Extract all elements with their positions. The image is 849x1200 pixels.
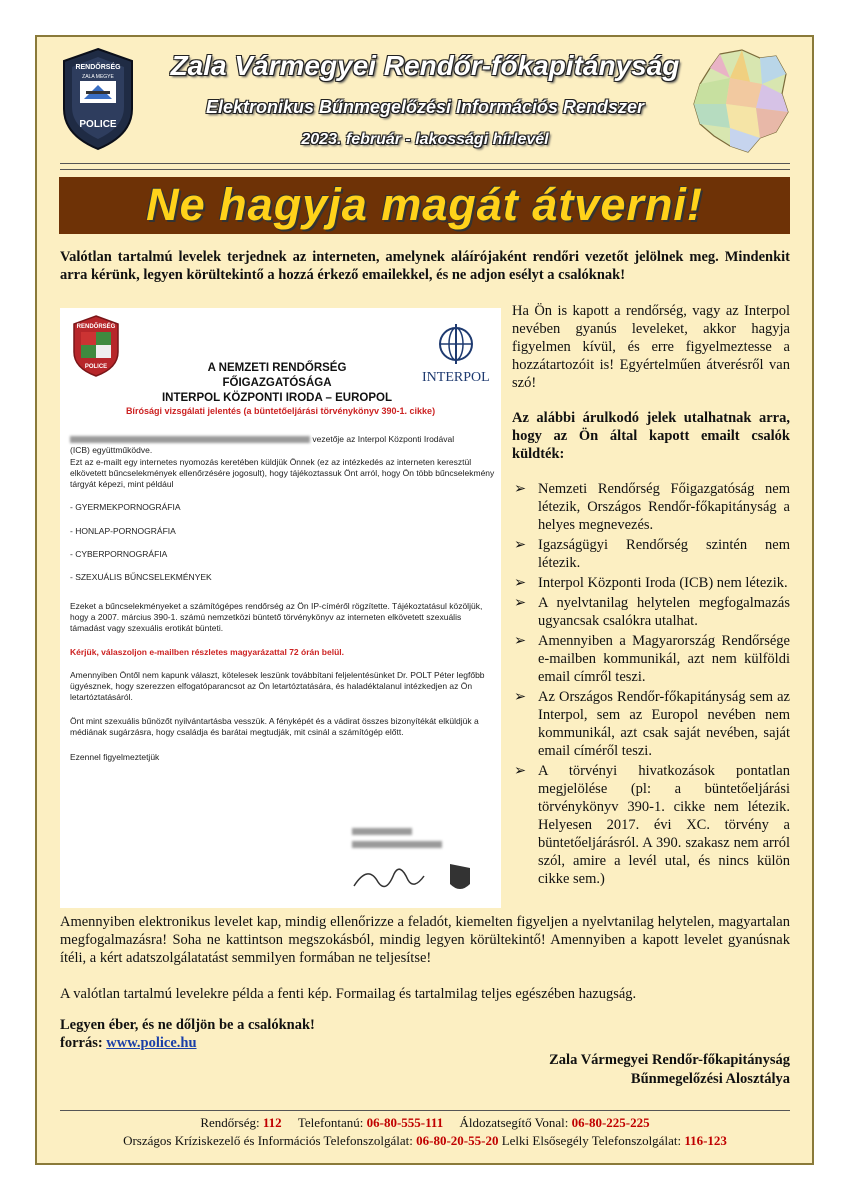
list-item: ➢ Amennyiben a Magyarország Rendőrsége e-mailben kommunikál, azt nem külföldi email címről teszi. <box>514 633 790 685</box>
email-crime-2: - HONLAP-PORNOGRÁFIA <box>70 525 176 536</box>
list-item: ➢ A nyelvtanilag helytelen megfogalmazás ugyancsak csalókra utalhat. <box>514 595 790 629</box>
header-rule-1 <box>60 163 790 164</box>
email-crime-1: - GYERMEKPORNOGRÁFIA <box>70 502 181 513</box>
list-item: ➢ A törvényi hivatkozások pontatlan megjelölése (pl: a büntetőeljárási törvénykönyv 390-1. cikke nem létezik. Helyesen 2017. évi XC. törvény a büntetőeljárásról. A 390. szakasz nem arról szól, amire a levél utal, és nincs külön cikke sem.) <box>514 763 790 887</box>
interpol-wordmark: INTERPOL <box>422 370 490 385</box>
zala-county-map <box>690 48 790 156</box>
signature-line-1: Zala Vármegyei Rendőr-főkapitányság <box>549 1052 790 1068</box>
email-org-line1: A NEMZETI RENDŐRSÉG FŐIGAZGATÓSÁGA <box>207 362 347 389</box>
email-crime-4: - SZEXUÁLIS BŰNCSELEKMÉNYEK <box>70 572 212 583</box>
list-item: ➢ Nemzeti Rendőrség Főigazgatóság nem létezik, Országos Rendőr-főkapitányság a helyes megnevezés. <box>514 481 790 533</box>
email-p1-line2: (ICB) együttműködve. <box>70 445 153 456</box>
email-org-line2: INTERPOL KÖZPONTI IRODA – EUROPOL <box>161 392 393 404</box>
police-website-link[interactable]: www.police.hu <box>106 1035 197 1051</box>
scam-email-image <box>60 308 501 908</box>
arrow-bullet-icon: ➢ <box>514 537 527 553</box>
arrow-bullet-icon: ➢ <box>514 763 527 779</box>
svg-text:RENDŐRSÉG: RENDŐRSÉG <box>76 324 116 330</box>
header-date-line: 2023. február - lakossági hírlevél <box>301 131 549 148</box>
email-report-line: Bírósági vizsgálati jelentés (a büntetőeljárási törvénykönyv 390-1. cikke) <box>125 406 436 416</box>
header-rule-2 <box>60 169 790 170</box>
signature-line-2: Bűnmegelőzési Alosztálya <box>630 1071 790 1087</box>
bottom-paragraph-3: Legyen éber, és ne dőljön be a csalóknak! <box>60 1017 315 1033</box>
signature-block <box>420 1051 790 1089</box>
arrow-bullet-icon: ➢ <box>514 575 527 591</box>
email-signature-scribble <box>350 856 480 896</box>
list-item: ➢ Interpol Központi Iroda (ICB) nem létezik. <box>514 575 788 591</box>
header-subtitle: Elektronikus Bűnmegelőzési Információs Rendszer <box>205 97 645 117</box>
phone-witness: 06-80-555-111 <box>366 1115 444 1130</box>
right-column <box>512 302 790 890</box>
svg-text:ZALA MEGYE: ZALA MEGYE <box>82 74 114 80</box>
header-title: Zala Vármegyei Rendőr-főkapitányság <box>170 50 680 81</box>
source-line <box>60 1034 790 1052</box>
svg-text:RENDŐRSÉG: RENDŐRSÉG <box>75 64 121 71</box>
intro-paragraph: Valótlan tartalmú levelek terjednek az interneten, amelynek aláírójaként rendőri vezetőt jelölnek meg. Mindenkit arra kérünk, legyen körültekintő a hozzá érkező emailekkel, és ne adjon esélyt a csalóknak! <box>60 249 790 283</box>
email-p1: vezetője az Interpol Központi Irodával <box>70 434 495 445</box>
right-p1: Ha Ön is kapott a rendőrség, vagy az Interpol nevében gyanús leveleket, akkor hagyja figyelmen kívül, és erre figyelmeztesse a hozzátartozóit is! Egyértelműen átverésről van szó! <box>512 303 790 391</box>
email-p4: Kérjük, válaszoljon e-mailben részletes magyarázattal 72 órán belül. <box>70 646 344 657</box>
phone-police: 112 <box>262 1115 282 1130</box>
email-p5: Amennyiben Öntől nem kapunk választ, kötelesek leszünk továbbítani feljelentésünket Dr. POLT Péter legfőbb ügyésznek, hogy szerezzen elfogatóparancsot az Ön letartóztatására, és haladéktalanul intézkedjen az Ön letartóztatásáról. <box>70 669 485 703</box>
arrow-bullet-icon: ➢ <box>514 481 527 497</box>
email-police-logo <box>70 314 122 378</box>
svg-text:POLICE: POLICE <box>84 364 108 370</box>
phone-crisis: 06-80-20-55-20 <box>416 1133 499 1148</box>
list-item: ➢ Igazságügyi Rendőrség szintén nem létezik. <box>514 537 790 571</box>
arrow-bullet-icon: ➢ <box>514 595 527 611</box>
interpol-globe-icon <box>436 322 476 366</box>
source-label: forrás: <box>60 1035 103 1051</box>
email-p3: Ezeket a bűncselekményeket a számítógépes rendőrség az Ön IP-címéről rögzítette. Tájékoztatásul közöljük, hogy a 2007. március 390-1. számú nemzetközi büntető törvénykönyv az interneten elkövetett szexuális támadást vagy szexuális erotikát bünteti. <box>70 600 483 634</box>
email-p6: Önt mint szexuális bűnözőt nyilvántartásba vesszük. A fényképét és a vádirat összes bizonyítékát elküldjük a médiának sugárzásra, hogy családja és barátai megtudják, mit csinál a számítógép előtt. <box>70 715 479 738</box>
headline-text: Ne hagyja magát átverni! <box>146 179 703 230</box>
right-p2: Az alábbi árulkodó jelek utalhatnak arra, hogy az Ön által kapott emailt csalók küldték: <box>512 410 790 462</box>
email-p2: Ezt az e-mailt egy internetes nyomozás keretében küldjük Önnek (ez az intézkedés az interneten keresztül elkövetett bűncselekmények ellenőrzésére jogosult), hogy tájékoztassuk Önt arról, hogy Ön több bűncselekmény tárgyát képezi, mint például <box>70 456 495 490</box>
list-item: ➢ Az Országos Rendőr-főkapitányság sem az Interpol, sem az Europol nevében nem kommunikál, azt csak saját nevében, saját email címéről teszi. <box>514 689 790 759</box>
arrow-bullet-icon: ➢ <box>514 689 527 705</box>
bottom-paragraph-2: A valótlan tartalmú levelekre példa a fenti kép. Formailag és tartalmilag teljes egészében hazugság. <box>60 986 637 1002</box>
footer-rule <box>60 1110 790 1111</box>
email-crime-3: - CYBERPORNOGRÁFIA <box>70 549 168 560</box>
phone-victim-support: 06-80-225-225 <box>571 1115 650 1130</box>
bottom-paragraph-1: Amennyiben elektronikus levelet kap, mindig ellenőrizze a feladót, kiemelten figyeljen a nyelvtanilag helytelen, magyartalan megfogalmazásra! Soha ne kattintson megszokásból, mindig legyen körültekintő! Amennyiben a kapott levelet gyanúsnak ítéli, a kért adatszolgálatatást semmilyen formában ne teljesítse! <box>60 914 790 966</box>
redacted-sender <box>70 436 310 443</box>
email-closing: Ezennel figyelmeztetjük <box>70 752 160 763</box>
headline-banner <box>59 177 790 234</box>
svg-text:POLICE: POLICE <box>79 119 117 130</box>
warning-signs-list <box>512 480 790 888</box>
email-signature-block <box>352 828 442 848</box>
footer-line-1: Rendőrség: 112 Telefontanú: 06-80-555-111 Áldozatsegítő Vonal: 06-80-225-225 <box>200 1115 650 1130</box>
police-badge-logo <box>60 47 136 151</box>
phone-first-aid: 116-123 <box>684 1133 727 1148</box>
footer-line-2: Országos Kríziskezelő és Információs Telefonszolgálat: 06-80-20-55-20 Lelki Elsősegély Telefonszolgálat: 116-123 <box>123 1133 727 1148</box>
arrow-bullet-icon: ➢ <box>514 633 527 649</box>
